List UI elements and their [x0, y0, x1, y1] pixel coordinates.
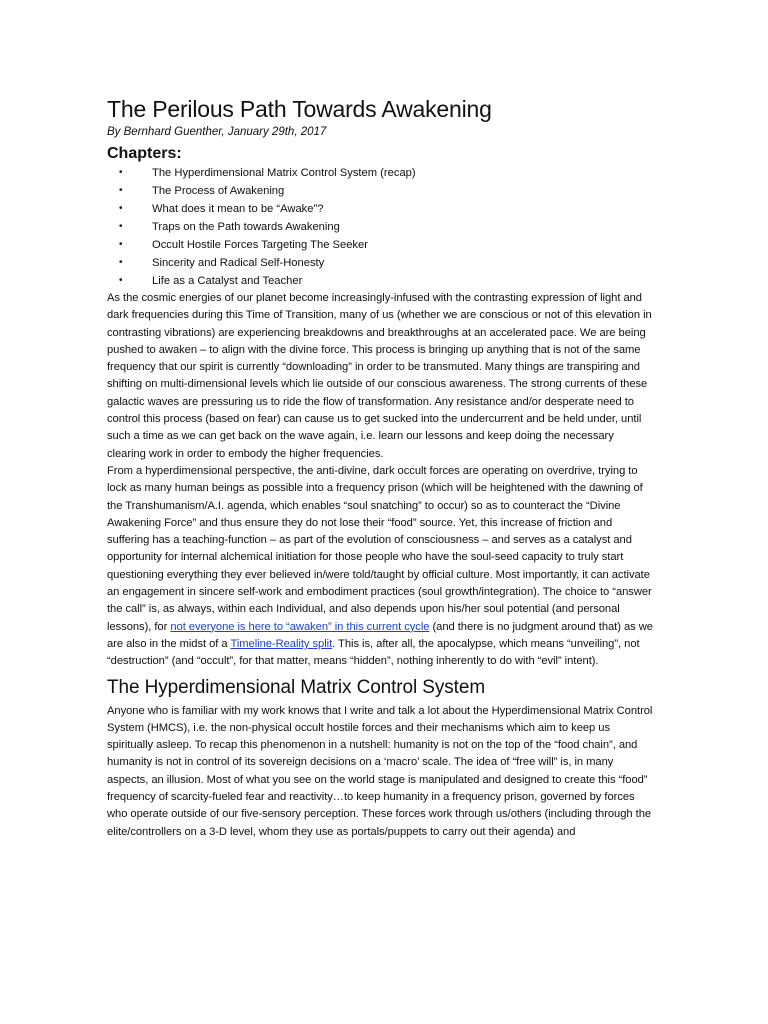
chapter-label: The Hyperdimensional Matrix Control System (recap) [152, 167, 416, 179]
timeline-reality-split-link[interactable]: Timeline-Reality split [230, 637, 333, 650]
chapter-item [107, 272, 655, 290]
paragraph-text: . This is, after all, the apocalypse, which means “unveiling”, not “destruction” (and “occult”, for that matter, means “hidden”, nothing inherently to do with “evil” intent). [107, 637, 640, 668]
chapter-item [107, 182, 655, 200]
bullet-icon: • [119, 221, 123, 232]
chapter-label: What does it mean to be “Awake”? [152, 203, 324, 215]
chapter-item [107, 200, 655, 218]
chapters-heading: Chapters: [107, 145, 182, 162]
chapter-label: Occult Hostile Forces Targeting The Seeker [152, 239, 368, 251]
chapter-label: Traps on the Path towards Awakening [152, 221, 340, 233]
document-title: The Perilous Path Towards Awakening [107, 96, 492, 122]
chapter-item [107, 164, 655, 182]
chapter-item [107, 218, 655, 236]
awaken-cycle-link[interactable]: not everyone is here to “awaken” in this current cycle [170, 620, 430, 633]
bullet-icon: • [119, 203, 123, 214]
bullet-icon: • [119, 239, 123, 250]
chapter-list [107, 164, 655, 290]
chapter-item [107, 254, 655, 272]
byline: By Bernhard Guenther, January 29th, 2017 [107, 126, 327, 138]
bullet-icon: • [119, 167, 123, 178]
paragraph-hyperdimensional [107, 463, 655, 671]
chapter-label: The Process of Awakening [152, 185, 285, 197]
section-heading: The Hyperdimensional Matrix Control System [107, 676, 486, 698]
paragraph-hmcs: Anyone who is familiar with my work knows that I write and talk a lot about the Hyperdimensional Matrix Control System (HMCS), i.e. the non-physical occult hostile forces and their mechanisms which aim to keep us spiritually asleep. To recap this phenomenon in a nutshell: humanity is not on the top of the “food chain”, and humanity is not in control of its sovereign decisions on a ‘macro’ scale. The idea of “free will” is, in many aspects, an illusion. Most of what you see on the world stage is manipulated and designed to create this “food” frequency of scarcity-fueled fear and reactivity…to keep humanity in a frequency prison, governed by forces who operate outside of our five-sensory perception. These forces work through us/others (including through the elite/controllers on a 3-D level, whom they use as portals/puppets to carry out their agenda) and [107, 704, 653, 838]
chapter-label: Life as a Catalyst and Teacher [152, 275, 303, 287]
bullet-icon: • [119, 275, 123, 286]
paragraph-text: From a hyperdimensional perspective, the anti-divine, dark occult forces are operating on overdrive, trying to lock as many human beings as possible into a frequency prison (which will be heightened with the dawning of the Transhumanism/A.I. agenda, which enables “soul snatching” to occur) so as to counteract the “Divine Awakening Force” and thus ensure they do not lose their “food” source. Yet, this increase of friction and suffering has a teaching-function – as part of the evolution of consciousness – and serves as a catalyst and opportunity for internal alchemical initiation for those people who have the soul-seed capacity to truly start questioning everything they ever believed in/were told/taught by official culture. Most importantly, it can activate an engagement in sincere self-work and embodiment practices (soul growth/integration). The choice to “answer the call” is, as always, within each Individual, and also depends upon his/her soul potential (and personal lessons), for [107, 464, 652, 633]
bullet-icon: • [119, 185, 123, 196]
paragraph-text: (and there is no judgment around that) as we are also in the midst of a [107, 620, 653, 650]
paragraph-intro: As the cosmic energies of our planet become increasingly-infused with the contrasting expression of light and dark frequencies during this Time of Transition, many of us (whether we are conscious or not of this elevation in contrasting vibrations) are experiencing breakdowns and breakthroughs at an accelerated pace. We are being pushed to awaken – to align with the divine force. This process is bringing up anything that is not of the same frequency that our spirit is currently “downloading” in order to be transmuted. Many things are transpiring and shifting on multi-dimensional levels which lie outside of our conscious awareness. The strong currents of these galactic waves are pressuring us to ride the flow of transformation. Any resistance and/or desperate need to control this process (based on fear) can cause us to get sucked into the undercurrent and be held under, until such a time as we can get back on the wave again, i.e. learn our lessons and keep doing the necessary clearing work in order to embody the higher frequencies. [107, 292, 652, 460]
bullet-icon: • [119, 257, 123, 268]
chapter-item [107, 236, 655, 254]
document-page [107, 94, 655, 841]
chapter-label: Sincerity and Radical Self-Honesty [152, 257, 325, 269]
